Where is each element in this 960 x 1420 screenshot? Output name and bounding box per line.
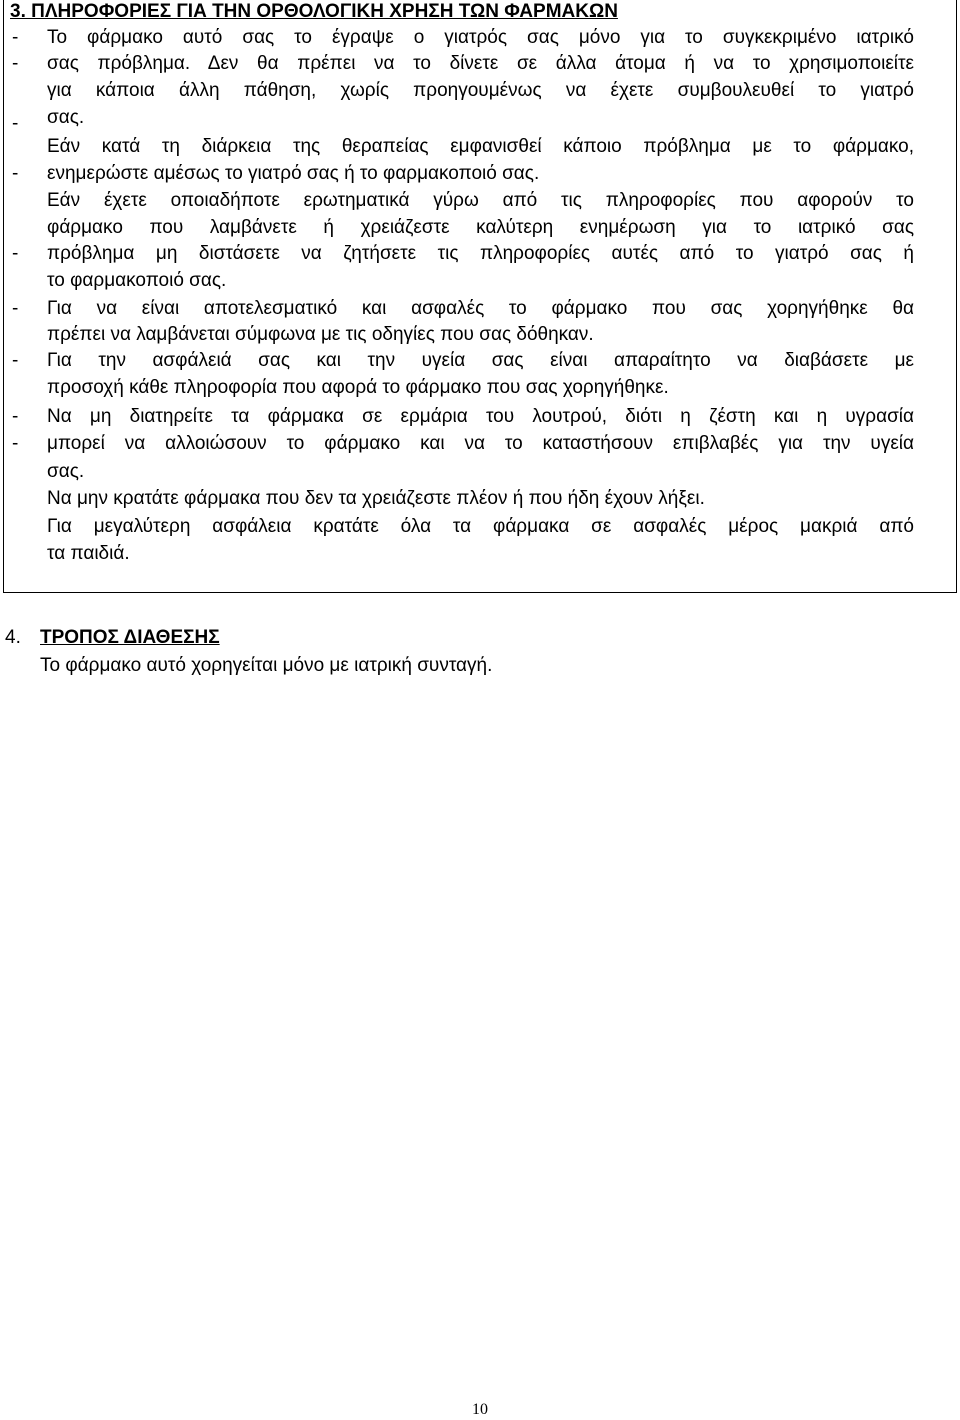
paragraph-line: τα παιδιά. (47, 543, 130, 564)
paragraph-line: Για την ασφάλειά σας και την υγεία σας είναι απαραίτητο να διαβάσετε με (47, 350, 914, 371)
paragraph-line: Εάν κατά τη διάρκεια της θεραπείας εμφανισθεί κάποιο πρόβλημα με το φάρμακο, (47, 136, 914, 157)
paragraph-line: σας πρόβλημα. Δεν θα πρέπει να το δίνετε σε άλλα άτομα ή να το χρησιμοποιείτε (47, 53, 914, 74)
paragraph-line: ενημερώστε αμέσως το γιατρό σας ή το φαρμακοποιό σας. (47, 163, 540, 184)
paragraph-line: πρόβλημα μη διστάσετε να ζητήσετε τις πληροφορίες αυτές από το γιατρό σας ή (47, 243, 914, 264)
bullet-dash: - (12, 243, 19, 264)
section-4-text: Το φάρμακο αυτό χορηγείται μόνο με ιατρική συνταγή. (40, 655, 493, 676)
paragraph-line: για κάποια άλλη πάθηση, χωρίς προηγουμένως να έχετε συμβουλευθεί το γιατρό (47, 80, 914, 101)
bullet-dash: - (12, 406, 19, 427)
paragraph-line: το φαρμακοποιό σας. (47, 270, 227, 291)
paragraph-line: Να μην κρατάτε φάρμακα που δεν τα χρειάζεστε πλέον ή που ήδη έχουν λήξει. (47, 488, 705, 509)
bullet-dash: - (12, 433, 19, 454)
paragraph-line: σας. (47, 107, 85, 128)
paragraph-line: προσοχή κάθε πληροφορία που αφορά το φάρμακο που σας χορηγήθηκε. (47, 377, 669, 398)
bullet-dash: - (12, 350, 19, 371)
section-4-number: 4. (5, 627, 21, 648)
page-number: 10 (472, 1401, 488, 1418)
paragraph-line: Για να είναι αποτελεσματικό και ασφαλές το φάρμακο που σας χορηγήθηκε θα (47, 298, 914, 319)
bullet-dash: - (12, 113, 19, 134)
paragraph-line: μπορεί να αλλοιώσουν το φάρμακο και να το καταστήσουν επιβλαβές για την υγεία (47, 433, 914, 454)
paragraph-line: σας. (47, 461, 85, 482)
bullet-dash: - (12, 163, 19, 184)
paragraph-line: Το φάρμακο αυτό σας το έγραψε ο γιατρός σας μόνο για το συγκεκριμένο ιατρικό (47, 27, 914, 48)
paragraph-line: Εάν έχετε οποιαδήποτε ερωτηματικά γύρω από τις πληροφορίες που αφορούν το (47, 190, 914, 211)
bullet-dash: - (12, 298, 19, 319)
section-4-heading: ΤΡΟΠΟΣ ΔΙΑΘΕΣΗΣ (40, 627, 220, 648)
paragraph-line: πρέπει να λαμβάνεται σύμφωνα με τις οδηγίες που σας δόθηκαν. (47, 324, 594, 345)
bullet-dash: - (12, 27, 19, 48)
paragraph-line: Να μη διατηρείτε τα φάρμακα σε ερμάρια του λουτρού, διότι η ζέστη και η υγρασία (47, 406, 914, 427)
bullet-dash: - (12, 53, 19, 74)
section-3-heading: 3. ΠΛΗΡΟΦΟΡΙΕΣ ΓΙΑ ΤΗΝ ΟΡΘΟΛΟΓΙΚΗ ΧΡΗΣΗ ΤΩΝ ΦΑΡΜΑΚΩΝ (10, 1, 618, 22)
paragraph-line: Για μεγαλύτερη ασφάλεια κρατάτε όλα τα φάρμακα σε ασφαλές μέρος μακριά από (47, 516, 914, 537)
paragraph-line: φάρμακο που λαμβάνετε ή χρειάζεστε καλύτερη ενημέρωση για το ιατρικό σας (47, 217, 914, 238)
